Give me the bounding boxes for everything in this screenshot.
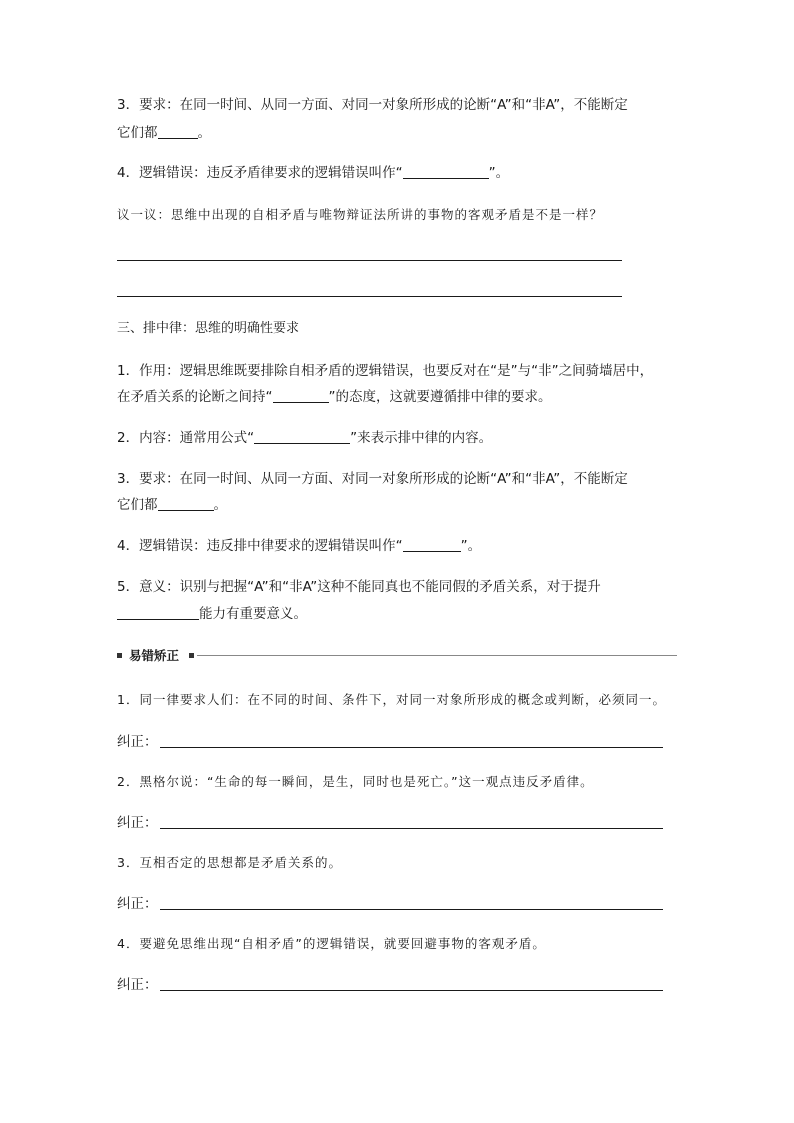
correction-label-2: 纠正： bbox=[117, 815, 158, 831]
s3-item1-line2 bbox=[117, 384, 677, 410]
correction-item-2-text: 2．黑格尔说：“生命的每一瞬间，是生，同时也是死亡。”这一观点违反矛盾律。 bbox=[117, 774, 594, 789]
correction-item-4-text: 4．要避免思维出现“自相矛盾”的逻辑错误，就要回避事物的客观矛盾。 bbox=[117, 936, 546, 951]
corrections-rule bbox=[197, 655, 677, 656]
correction-answer-line-4[interactable] bbox=[160, 990, 663, 991]
discuss-answer-line-2[interactable] bbox=[117, 296, 622, 297]
s2-item4-end: ”。 bbox=[488, 165, 510, 181]
s2-item4-text: 4．逻辑错误：违反矛盾律要求的逻辑错误叫作“ bbox=[117, 165, 403, 181]
correction-label-4: 纠正： bbox=[117, 977, 158, 993]
s3-item5-blank[interactable] bbox=[117, 605, 199, 620]
corrections-header bbox=[117, 646, 677, 666]
s2-item3-line1 bbox=[117, 92, 677, 118]
correction-item-4 bbox=[117, 931, 677, 957]
s3-item1-prefix: 在矛盾关系的论断之间持“ bbox=[117, 389, 273, 405]
s2-item4-blank[interactable] bbox=[403, 164, 489, 179]
s3-item4-blank[interactable] bbox=[403, 537, 461, 552]
correction-answer-line-2[interactable] bbox=[160, 828, 663, 829]
s3-item3-text: 3．要求：在同一时间、从同一方面、对同一对象所形成的论断“A”和“非A”，不能断定 bbox=[117, 471, 628, 487]
s3-item3-end: 。 bbox=[213, 497, 227, 513]
square-bullet-icon bbox=[117, 653, 122, 658]
s2-discuss bbox=[117, 202, 677, 228]
s3-item1-blank[interactable] bbox=[273, 388, 329, 403]
s2-item3-text: 3．要求：在同一时间、从同一方面、对同一对象所形成的论断“A”和“非A”，不能断定 bbox=[117, 97, 628, 113]
correction-label-3: 纠正： bbox=[117, 896, 158, 912]
s2-item3-end: 。 bbox=[197, 125, 211, 141]
s3-item1-line1 bbox=[117, 358, 677, 384]
s3-item3-line2 bbox=[117, 492, 677, 518]
s2-item3-blank[interactable] bbox=[158, 124, 198, 139]
s3-item2-blank[interactable] bbox=[254, 429, 350, 444]
correction-item-1 bbox=[117, 687, 677, 713]
correction-item-3 bbox=[117, 850, 677, 876]
s3-item2-end: ”来表示排中律的内容。 bbox=[350, 430, 493, 446]
square-bullet-icon bbox=[189, 653, 194, 658]
s2-item3-line2 bbox=[117, 120, 677, 146]
correction-answer-line-3[interactable] bbox=[160, 909, 663, 910]
s2-item4 bbox=[117, 160, 677, 186]
s3-item4 bbox=[117, 533, 677, 559]
s2-discuss-text: 议一议：思维中出现的自相矛盾与唯物辩证法所讲的事物的客观矛盾是不是一样？ bbox=[117, 207, 604, 222]
s3-item1-text: 1．作用：逻辑思维既要排除自相矛盾的逻辑错误，也要反对在“是”与“非”之间骑墙居中， bbox=[117, 363, 654, 379]
s3-item4-text: 4．逻辑错误：违反排中律要求的逻辑错误叫作“ bbox=[117, 538, 403, 554]
corrections-title: 易错矫正 bbox=[129, 648, 180, 663]
correction-item-3-text: 3．互相否定的思想都是矛盾关系的。 bbox=[117, 855, 342, 870]
s3-item1-end: ”的态度，这就要遵循排中律的要求。 bbox=[328, 389, 552, 405]
s3-item5-text: 5．意义：识别与把握“A”和“非A”这种不能同真也不能同假的矛盾关系，对于提升 bbox=[117, 579, 601, 595]
s3-item4-end: ”。 bbox=[460, 538, 482, 554]
s3-item3-blank[interactable] bbox=[158, 496, 214, 511]
correction-item-1-text: 1．同一律要求人们：在不同的时间、条件下，对同一对象所形成的概念或判断，必须同一。 bbox=[117, 692, 666, 707]
s3-item5-line2 bbox=[117, 601, 677, 627]
s3-item2 bbox=[117, 425, 677, 451]
s3-heading bbox=[117, 316, 677, 342]
s3-item5-end: 能力有重要意义。 bbox=[199, 606, 307, 622]
s3-item3-cont: 它们都 bbox=[117, 497, 158, 513]
correction-answer-line-1[interactable] bbox=[160, 747, 663, 748]
s2-item3-cont: 它们都 bbox=[117, 125, 158, 141]
s3-item2-text: 2．内容：通常用公式“ bbox=[117, 430, 255, 446]
correction-item-2 bbox=[117, 769, 677, 795]
correction-label-1: 纠正： bbox=[117, 734, 158, 750]
discuss-answer-line-1[interactable] bbox=[117, 260, 622, 261]
s3-heading-text: 三、排中律：思维的明确性要求 bbox=[117, 321, 300, 336]
s3-item3-line1 bbox=[117, 466, 677, 492]
s3-item5-line1 bbox=[117, 574, 677, 600]
